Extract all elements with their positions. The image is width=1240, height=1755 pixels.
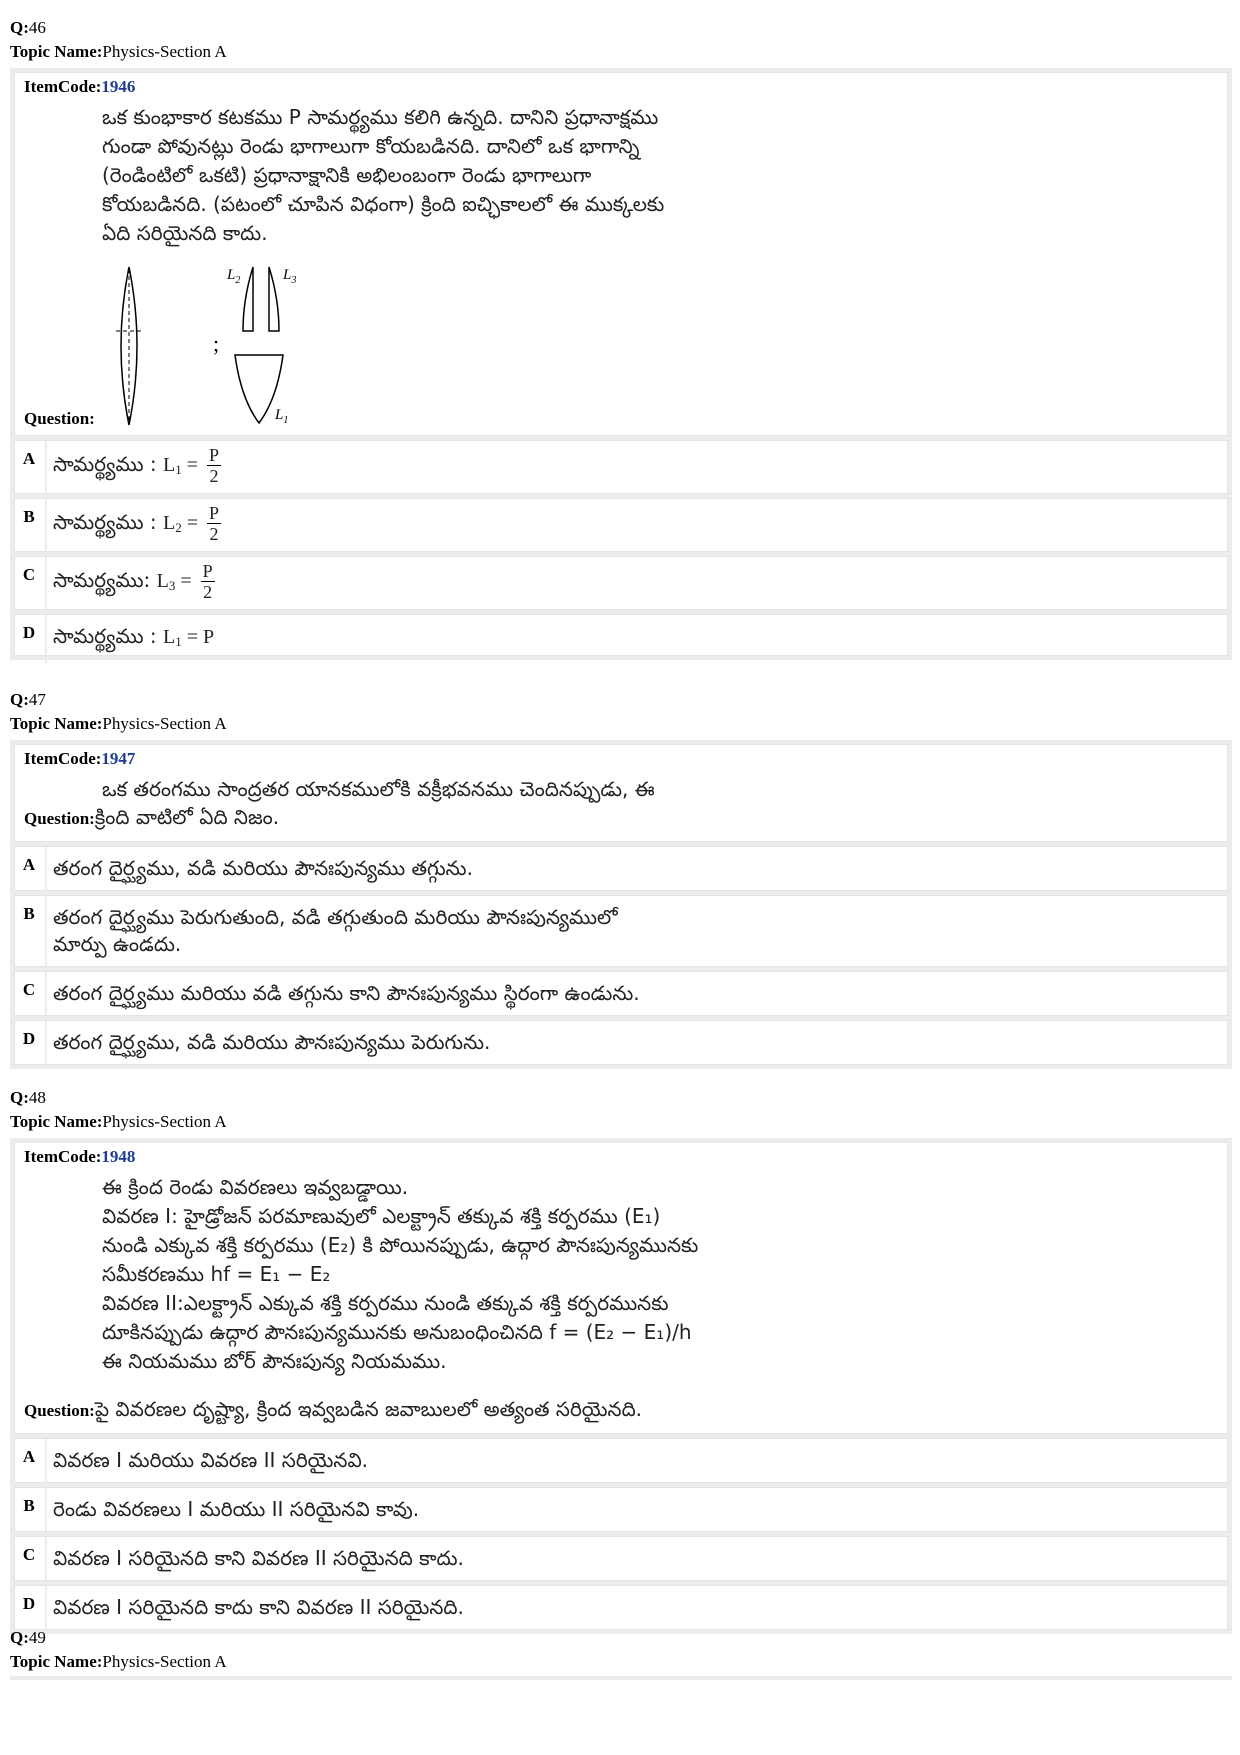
question-text: ఈ క్రింద రెండు వివరణలు ఇవ్వబడ్డాయి. వివరణ I: హైడ్రోజన్ పరమాణువులో ఎలక్ట్రాన్ తక్కువ శక్తి కర్పరము (E₁) నుండి ఎక్కువ శక్తి కర్పరము (E₂) కి పోయినప్పుడు, ఉద్గార పౌనఃపున్యమునకు సమీకరణము hf = E₁ − E₂ వివరణ II:ఎలక్ట్రాన్ ఎక్కువ శక్తి కర్పరము నుండి తక్కువ శక్తి కర్పరమునకు దూకినప్పుడు ఉద్గార పౌనఃపున్యమునకు అనుబంధించినది f = (E₂ − E₁)/h ఈ నియమము బోర్ పౌనఃపున్య నియమము.	[102, 1175, 699, 1373]
question-card-46	[10, 68, 1232, 660]
question-text: ఒక కుంభాకార కటకము P సామర్థ్యము కలిగి ఉన్నది. దానిని ప్రధానాక్షము గుండా పోవునట్లు రెండు భాగాలుగా కోయబడినది. దానిలో ఒక భాగాన్ని (రెండింటిలో ఒకటి) ప్రధానాక్షానికి అభిలంబంగా రెండు భాగాలుగా కోయబడినది. (పటంలో చూపిన విధంగా) క్రింది ఐచ్ఛికాలలో ఈ ముక్కలకు ఏది సరియైనది కాదు.	[102, 105, 665, 245]
q-label: Q:	[10, 18, 29, 37]
question-card-48	[10, 1138, 1232, 1634]
item-code: ItemCode:1946	[24, 77, 136, 96]
topic-label: Topic Name:	[10, 42, 103, 61]
question-text: ఒక తరంగము సాంద్రతర యానకములోకి వక్రీభవనము చెందినప్పుడు, ఈ	[102, 777, 655, 801]
label-l1: $L_1$	[275, 407, 289, 426]
question-label: Question:క్రింది వాటిలో ఏది నిజం.	[24, 805, 280, 829]
label-l3: $L_3$	[283, 267, 297, 286]
lens-piece-l3	[269, 267, 279, 331]
question-label: Question:	[24, 409, 95, 428]
option-a[interactable]: A సామర్థ్యము : $L_1$ = $\frac{P}{2}$	[14, 440, 1228, 494]
question-header-47: Q:47 Topic Name:Physics-Section A	[10, 690, 227, 733]
option-a[interactable]: A వివరణ I మరియు వివరణ II సరియైనవి.	[14, 1438, 1228, 1483]
figure-separator: ;	[213, 331, 220, 356]
lens-figure	[111, 259, 351, 429]
topic-name: Physics-Section A	[102, 1112, 227, 1131]
option-d[interactable]: D సామర్థ్యము : $L_1 = P$	[14, 614, 1228, 656]
option-a[interactable]: A తరంగ దైర్ఘ్యము, వడి మరియు పౌనఃపున్యము తగ్గును.	[14, 846, 1228, 891]
option-b[interactable]: B సామర్థ్యము : $L_2$ = $\frac{P}{2}$	[14, 498, 1228, 552]
section-divider	[10, 1676, 1232, 1680]
option-b[interactable]: B రెండు వివరణలు I మరియు II సరియైనవి కావు.	[14, 1487, 1228, 1532]
item-code: ItemCode:1948	[24, 1147, 136, 1166]
option-b[interactable]: B తరంగ దైర్ఘ్యము పెరుగుతుంది, వడి తగ్గుతుంది మరియు పౌనఃపున్యములో మార్పు ఉండదు.	[14, 895, 1228, 967]
question-header-46	[10, 16, 227, 64]
question-header-49: Q:49 Topic Name:Physics-Section A	[10, 1628, 227, 1671]
item-code: ItemCode:1947	[24, 749, 136, 768]
label-l2: $L_2$	[227, 267, 241, 286]
question-number: 49	[28, 1628, 46, 1647]
question-stem	[14, 744, 1228, 842]
question-card-47	[10, 740, 1232, 1069]
option-d[interactable]: D వివరణ I సరియైనది కాదు కాని వివరణ II సరియైనది.	[14, 1585, 1228, 1630]
option-c[interactable]: C సామర్థ్యము: $L_3$ = $\frac{P}{2}$	[14, 556, 1228, 610]
question-stem	[14, 72, 1228, 436]
question-number: 48	[28, 1088, 46, 1107]
question-stem	[14, 1142, 1228, 1434]
option-c[interactable]: C వివరణ I సరియైనది కాని వివరణ II సరియైనది కాదు.	[14, 1536, 1228, 1581]
topic-name: Physics-Section A	[102, 42, 227, 61]
question-number: 47	[28, 690, 46, 709]
question-label: Question:పై వివరణల దృష్ట్యా, క్రింద ఇవ్వబడిన జవాబులలో అత్యంత సరియైనది.	[24, 1397, 643, 1421]
question-number: 46	[28, 18, 46, 37]
question-header-48: Q:48 Topic Name:Physics-Section A	[10, 1088, 227, 1131]
topic-name: Physics-Section A	[102, 1652, 227, 1671]
option-d[interactable]: D తరంగ దైర్ఘ్యము, వడి మరియు పౌనఃపున్యము పెరుగును.	[14, 1020, 1228, 1065]
lens-piece-l2	[243, 267, 253, 331]
option-c[interactable]: C తరంగ దైర్ఘ్యము మరియు వడి తగ్గును కాని పౌనఃపున్యము స్థిరంగా ఉండును.	[14, 971, 1228, 1016]
topic-name: Physics-Section A	[102, 714, 227, 733]
